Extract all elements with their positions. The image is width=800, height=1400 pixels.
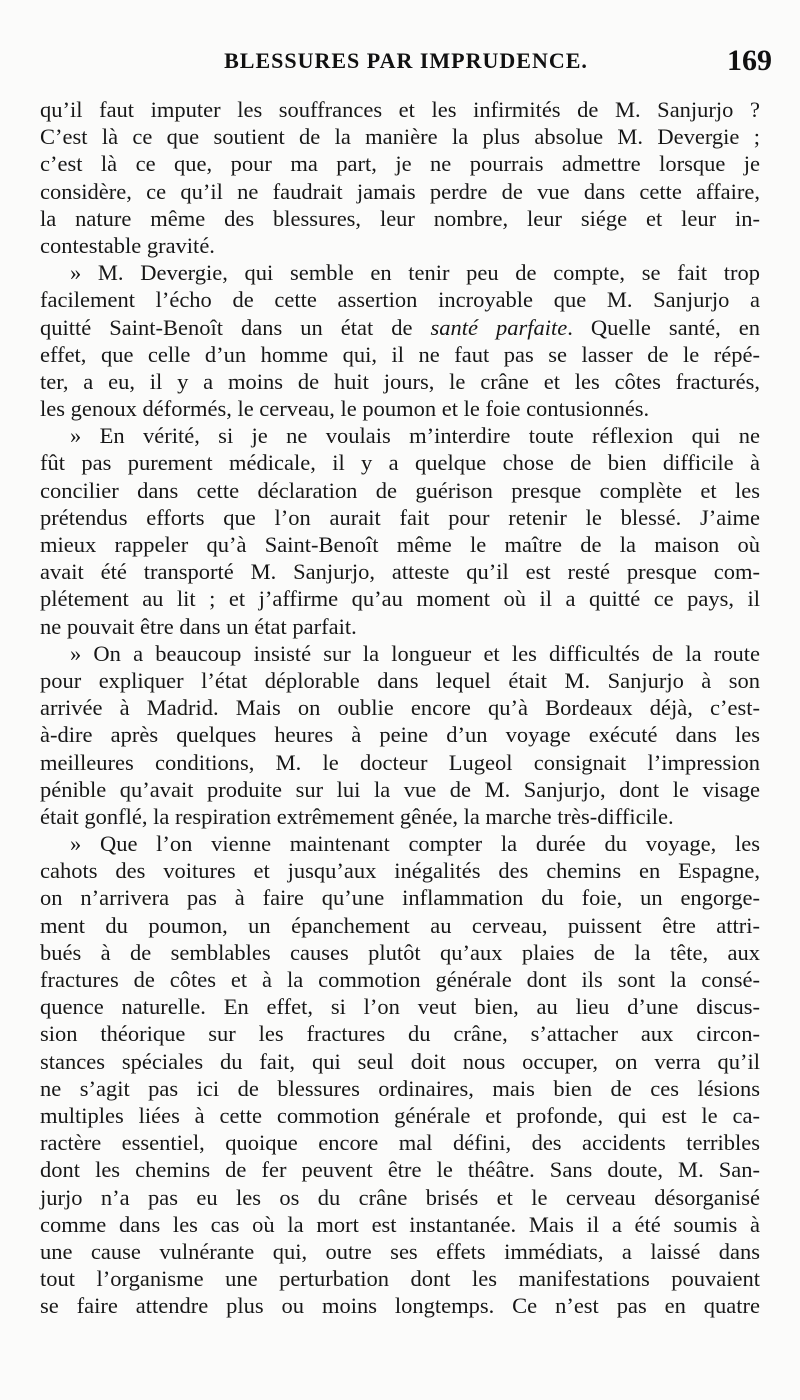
text-line: la nature même des blessures, leur nombre, leur siége et leur in- <box>40 205 760 231</box>
paragraph-start-line: » On a beaucoup insisté sur la longueur et les difficultés de la route <box>70 640 760 666</box>
text-line: ment du poumon, un épanchement au cerveau, puissent être attri- <box>40 912 760 938</box>
text-line: contestable gravité. <box>40 232 215 258</box>
text-line: ter, a eu, il y a moins de huit jours, le crâne et les côtes fracturés, <box>40 368 760 394</box>
text-line: à-dire après quelques heures à peine d’un voyage exécuté dans les <box>40 722 760 748</box>
text-line: fût pas purement médicale, il y a quelque chose de bien difficile à <box>40 450 760 476</box>
italic-emphasis: santé parfaite <box>430 314 568 340</box>
text-line: stances spéciales du fait, qui seul doit nous occuper, on verra qu’il <box>40 1048 760 1074</box>
text-line: qu’il faut imputer les souffrances et les infirmités de M. Sanjurjo ? <box>40 97 760 122</box>
text-line: on n’arrivera pas à faire qu’une inflammation du foie, un engorge- <box>40 885 760 911</box>
body-text <box>40 96 760 1319</box>
text-line: arrivée à Madrid. Mais on oublie encore qu’à Bordeaux déjà, c’est- <box>40 695 760 721</box>
text-line: fractures de côtes et à la commotion générale dont ils sont la consé- <box>40 967 760 992</box>
text-line: quitté Saint-Benoît dans un état de santé parfaite. Quelle santé, en <box>40 314 761 340</box>
page-number: 169 <box>727 44 772 77</box>
text-line: multiples liées à cette commotion générale et profonde, qui est le ca- <box>40 1102 760 1128</box>
text-line: ractère essentiel, quoique encore mal défini, des accidents terribles <box>40 1130 760 1156</box>
text-line: jurjo n’a pas eu les os du crâne brisés et le cerveau désorganisé <box>40 1184 760 1210</box>
text-line: mieux rappeler qu’à Saint-Benoît même le maître de la maison où <box>40 532 760 557</box>
text-line: se faire attendre plus ou moins longtemps. Ce n’est pas en quatre <box>40 1293 760 1319</box>
text-line: ne pouvait être dans un état parfait. <box>40 613 357 639</box>
text-line: bués à de semblables causes plutôt qu’aux plaies de la tête, aux <box>40 939 760 965</box>
text-line: C’est là ce que soutient de la manière la plus absolue M. Devergie ; <box>40 124 760 150</box>
text-line: quence naturelle. En effet, si l’on veut bien, au lieu d’une discus- <box>40 994 760 1020</box>
text-line: avait été transporté M. Sanjurjo, atteste qu’il est resté presque com- <box>40 559 760 585</box>
text-line: pénible qu’avait produite sur lui la vue de M. Sanjurjo, dont le visage <box>40 776 760 802</box>
text-line: c’est là ce que, pour ma part, je ne pourrais admettre lorsque je <box>40 151 760 177</box>
text-line: dont les chemins de fer peuvent être le théâtre. Sans doute, M. San- <box>40 1157 760 1183</box>
paragraph-start-line: » Que l’on vienne maintenant compter la durée du voyage, les <box>70 831 760 857</box>
running-title: BLESSURES PAR IMPRUDENCE. <box>224 48 588 73</box>
text-line: était gonflé, la respiration extrêmement gênée, la marche très-difficile. <box>40 803 674 829</box>
text-line: concilier dans cette déclaration de guérison presque complète et les <box>40 477 760 503</box>
text-line: pour expliquer l’état déplorable dans lequel était M. Sanjurjo à son <box>40 667 760 693</box>
text-line: ne s’agit pas ici de blessures ordinaires, mais bien de ces lésions <box>40 1075 760 1101</box>
paragraph-start-line: » M. Devergie, qui semble en tenir peu de compte, se fait trop <box>70 260 760 286</box>
text-line: sion théorique sur les fractures du crâne, s’attacher aux circon- <box>40 1021 760 1047</box>
text-line: une cause vulnérante qui, outre ses effets immédiats, a laissé dans <box>40 1238 760 1264</box>
text-line: les genoux déformés, le cerveau, le poumon et le foie contusionnés. <box>40 396 650 422</box>
text-line: comme dans les cas où la mort est instantanée. Mais il a été soumis à <box>40 1211 760 1237</box>
text-line: meilleures conditions, M. le docteur Lugeol consignait l’impression <box>40 749 760 775</box>
text-line: facilement l’écho de cette assertion incroyable que M. Sanjurjo a <box>40 287 760 313</box>
text-line: plétement au lit ; et j’affirme qu’au moment où il a quitté ce pays, il <box>40 586 760 612</box>
text-line: tout l’organisme une perturbation dont les manifestations pouvaient <box>40 1266 760 1292</box>
text-line: prétendus efforts que l’on aurait fait pour retenir le blessé. J’aime <box>40 504 760 530</box>
text-line: cahots des voitures et jusqu’aux inégalités des chemins en Espagne, <box>40 858 760 884</box>
paragraph-start-line: » En vérité, si je ne voulais m’interdire toute réflexion qui ne <box>70 423 760 449</box>
text-line: effet, que celle d’un homme qui, il ne faut pas se lasser de le répé- <box>40 341 760 367</box>
running-header <box>40 44 772 88</box>
text-line: considère, ce qu’il ne faudrait jamais perdre de vue dans cette affaire, <box>40 178 760 204</box>
